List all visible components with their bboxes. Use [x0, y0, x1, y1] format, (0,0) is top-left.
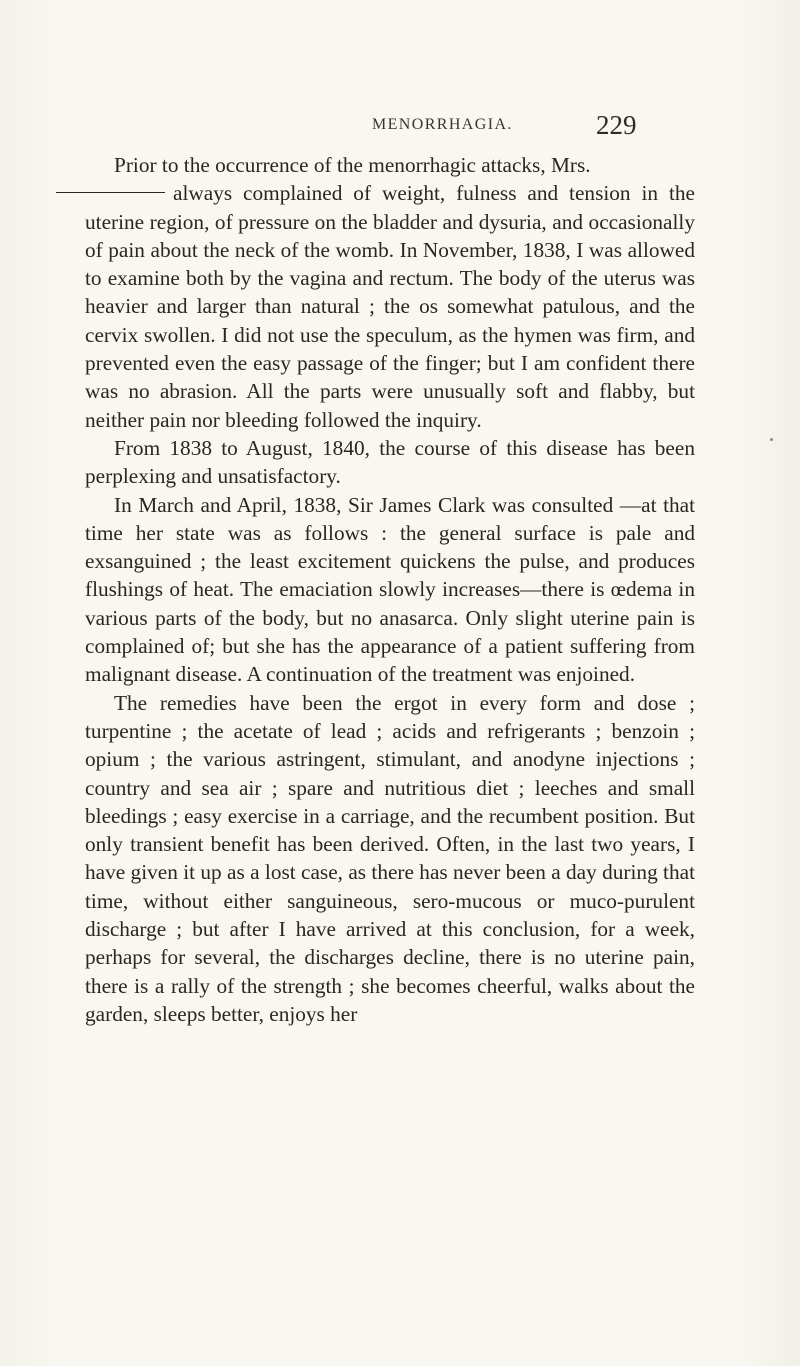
body-text: [85, 151, 695, 1028]
paragraph: [85, 151, 695, 434]
paragraph: From 1838 to August, 1840, the course of this disease has been perplexing and unsatisfactory.: [85, 435, 695, 489]
paragraph: The remedies have been the ergot in every form and dose ; turpentine ; the acetate of lead ; acids and refrigerants ; benzoin ; opium ; the various astringent, stimulant, and anodyne injections ; country and sea air ; spare and nutritious diet ; leeches and small bleedings ; easy exercise in a carriage, and the recumbent position. But only transient benefit has been derived. Often, in the last two years, I have given it up as a lost case, as there has never been a day during that time, without either sanguineous, sero-mucous or muco-purulent discharge ; but after I have arrived at this conclusion, for a week, perhaps for several, the discharges decline, there is no uterine pain, there is a rally of the strength ; she becomes cheerful, walks about the garden, sleeps better, enjoys her: [85, 690, 695, 1026]
paragraph-start: Prior to the occurrence of the menorrhagic attacks, Mrs.: [114, 153, 591, 177]
paragraph-rest: always complained of weight, fulness and tension in the uterine region, of pressure on the bladder and dysuria, and occasionally of pain about the neck of the womb. In November, 1838, I was allowed to examine both by the vagina and rectum. The body of the uterus was heavier and larger than natural ; the os somewhat patulous, and the cervix swollen. I did not use the speculum, as the hymen was firm, and prevented even the easy passage of the finger; but I am confident there was no abrasion. All the parts were unusually soft and flabby, but neither pain nor bleeding followed the inquiry.: [85, 181, 695, 432]
page-number: 229: [596, 110, 637, 140]
paper-speck: [770, 438, 773, 441]
paragraph: In March and April, 1838, Sir James Clark was consulted —at that time her state was as follows : the general surface is pale and exsanguined ; the least excitement quickens the pulse, and produces flushings of heat. The emaciation slowly increases—there is œdema in various parts of the body, but no anasarca. Only slight uterine pain is complained of; but she has the appearance of a patient suffering from malignant disease. A continuation of the treatment was enjoined.: [85, 492, 695, 687]
running-title: MENORRHAGIA.: [372, 116, 513, 133]
running-head: [0, 110, 800, 140]
name-omitted-dash: [56, 192, 165, 194]
